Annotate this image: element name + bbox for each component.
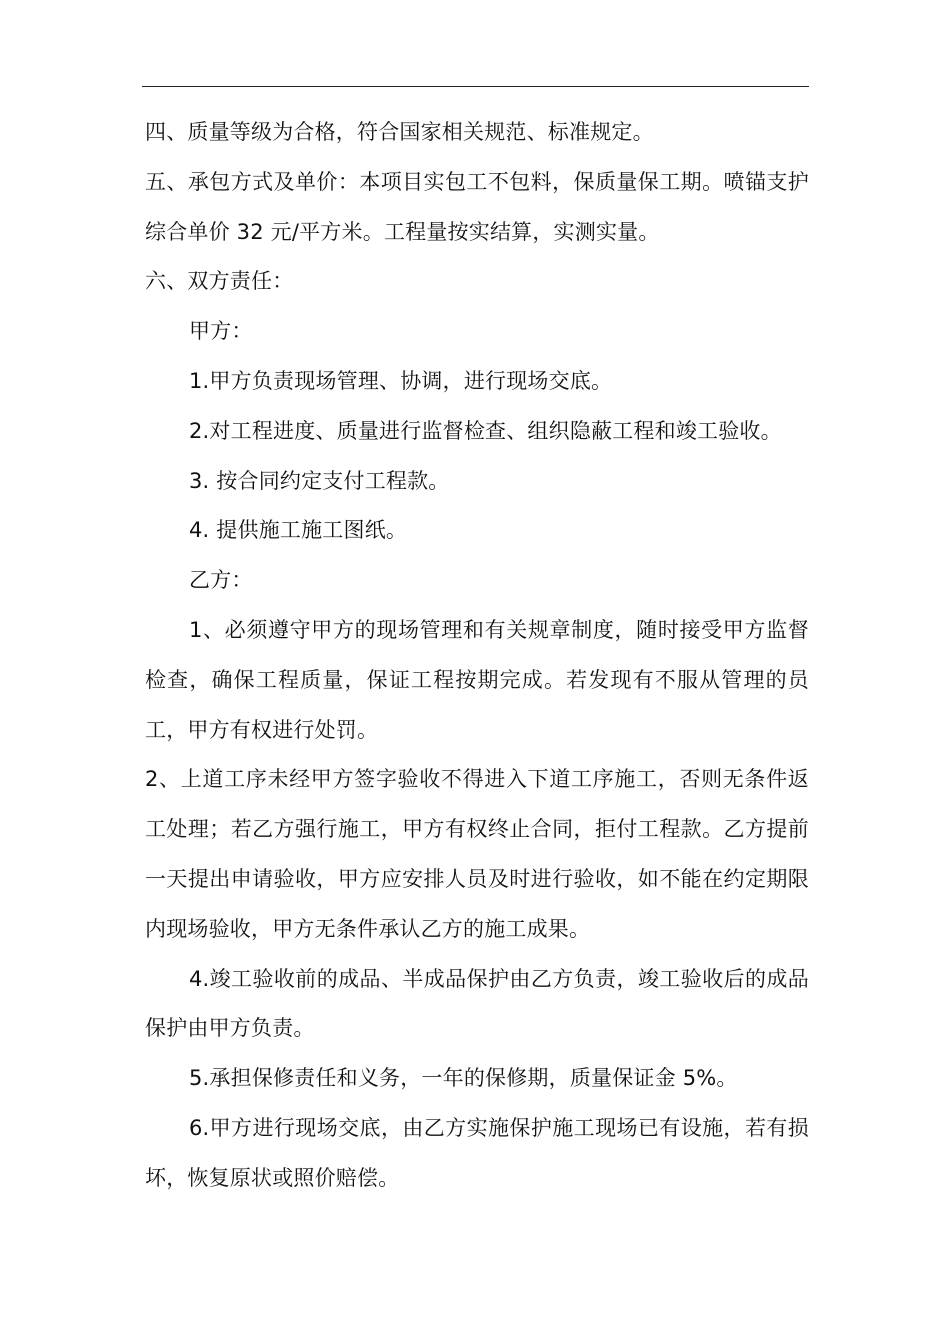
- party-a-item-3: 3. 按合同约定支付工程款。: [189, 468, 450, 493]
- clause-contract-method-price: 五、承包方式及单价：本项目实包工不包料，保质量保工期。喷锚支护综合单价 32 元/平方米。工程量按实结算，实测实量。: [145, 169, 809, 244]
- clause-responsibilities-heading: 六、双方责任：: [145, 269, 294, 294]
- document-body: [145, 108, 809, 1204]
- party-b-item-1: 1、必须遵守甲方的现场管理和有关规章制度，随时接受甲方监督检查，确保工程质量，保证工程按期完成。若发现有不服从管理的员工，甲方有权进行处罚。: [145, 617, 809, 742]
- party-b-item-5: 5.承担保修责任和义务，一年的保修期，质量保证金 5%。: [189, 1066, 738, 1091]
- party-a-item-1: 1.甲方负责现场管理、协调，进行现场交底。: [189, 368, 613, 393]
- party-a-item-4: 4. 提供施工施工图纸。: [189, 518, 408, 543]
- party-b-item-4: 4.竣工验收前的成品、半成品保护由乙方负责，竣工验收后的成品保护由甲方负责。: [145, 966, 809, 1041]
- party-b-item-2: 2、上道工序未经甲方签字验收不得进入下道工序施工，否则无条件返工处理；若乙方强行施工，甲方有权终止合同，拒付工程款。乙方提前一天提出申请验收，甲方应安排人员及时进行验收，如不能在约定期限内现场验收，甲方无条件承认乙方的施工成果。: [145, 767, 809, 941]
- party-a-heading: 甲方：: [189, 319, 253, 344]
- party-a-item-2: 2.对工程进度、质量进行监督检查、组织隐蔽工程和竣工验收。: [189, 418, 782, 443]
- header-rule: [142, 86, 809, 87]
- party-b-heading: 乙方：: [189, 568, 253, 593]
- party-b-item-6: 6.甲方进行现场交底，由乙方实施保护施工现场已有设施，若有损坏，恢复原状或照价赔偿。: [145, 1115, 809, 1190]
- clause-quality-grade: 四、质量等级为合格，符合国家相关规范、标准规定。: [145, 120, 654, 144]
